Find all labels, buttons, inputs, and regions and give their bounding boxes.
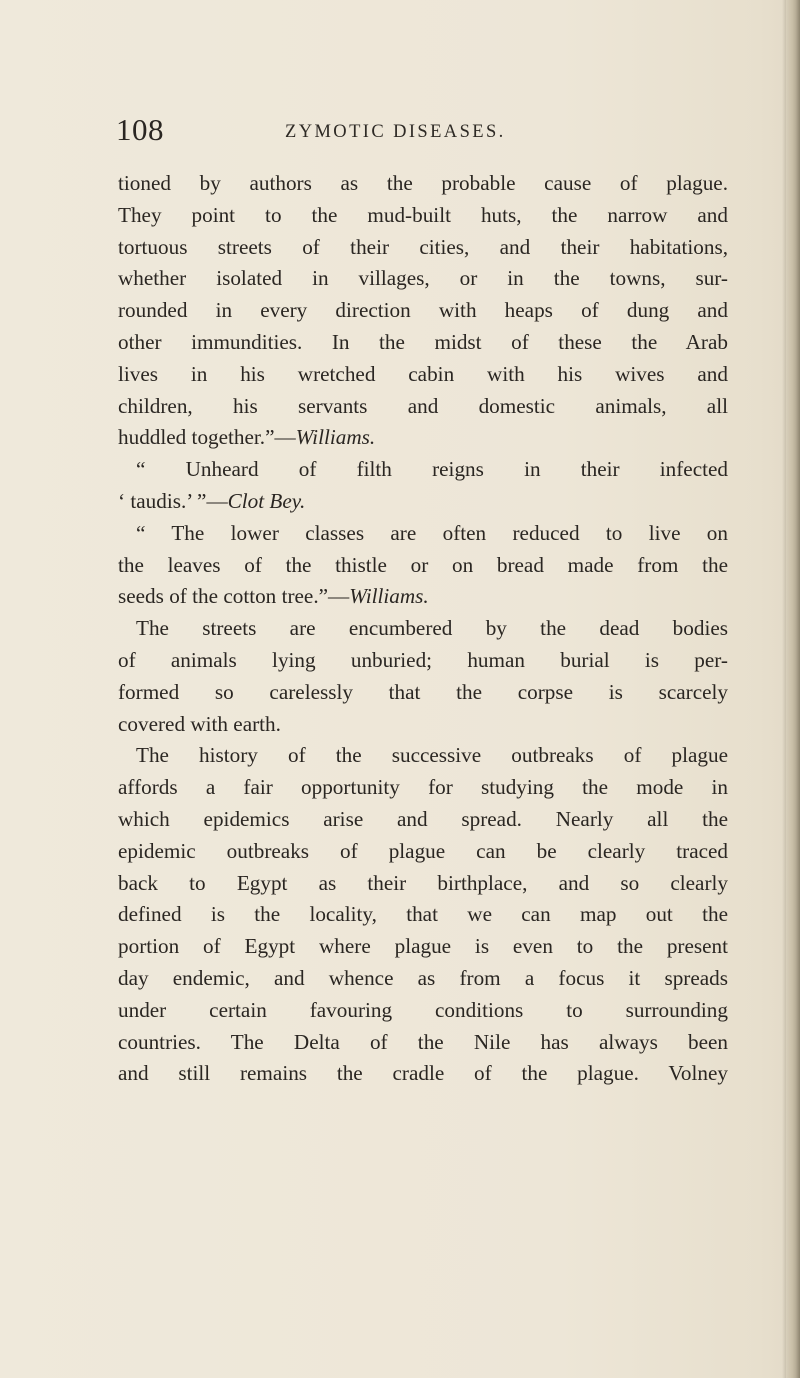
text-line: other immundities. In the midst of these the Arab (118, 329, 728, 354)
text-line: covered with earth. (118, 711, 281, 736)
citation: Williams. (349, 584, 429, 609)
text-line: The history of the successive outbreaks of plague (136, 743, 728, 768)
text-line: under certain favouring conditions to surrounding (118, 997, 728, 1022)
page-number: 108 (116, 112, 164, 147)
text-line: rounded in every direction with heaps of dung and (118, 298, 728, 323)
page-header (116, 112, 736, 158)
text-line: huddled together.”—Williams. (118, 425, 376, 450)
text-line: epidemic outbreaks of plague can be clearly traced (118, 838, 728, 863)
text-line: day endemic, and whence as from a focus it spreads (118, 965, 728, 990)
running-head: ZYMOTIC DISEASES. (285, 122, 506, 142)
page-edge (786, 0, 800, 1378)
text-line: “ Unheard of filth reigns in their infected (136, 457, 728, 482)
text-line: which epidemics arise and spread. Nearly all the (118, 806, 728, 831)
text-line: formed so carelessly that the corpse is scarcely (118, 679, 728, 704)
text-line: The streets are encumbered by the dead bodies (136, 616, 728, 641)
citation: Williams. (295, 425, 376, 450)
text-line: tortuous streets of their cities, and their habitations, (118, 234, 728, 259)
text-line: and still remains the cradle of the plague. Volney (118, 1061, 728, 1086)
text-line: back to Egypt as their birthplace, and so clearly (118, 870, 728, 895)
text-line: the leaves of the thistle or on bread made from the (118, 552, 728, 577)
text-line: ‘ taudis.’ ”—Clot Bey. (118, 488, 306, 513)
text-line: of animals lying unburied; human burial is per- (118, 647, 728, 672)
text-line: lives in his wretched cabin with his wives and (118, 361, 728, 386)
text-line: countries. The Delta of the Nile has always been (118, 1029, 728, 1054)
body-text (118, 168, 728, 1090)
text-line: tioned by authors as the probable cause of plague. (118, 171, 728, 195)
text-line: seeds of the cotton tree.”—Williams. (118, 584, 429, 609)
text-line: affords a fair opportunity for studying the mode in (118, 775, 728, 800)
text-line: children, his servants and domestic animals, all (118, 393, 728, 418)
text-line: portion of Egypt where plague is even to the present (118, 934, 728, 959)
citation: Clot Bey. (227, 488, 306, 513)
text-line: They point to the mud-built huts, the narrow and (118, 202, 728, 227)
text-line: “ The lower classes are often reduced to live on (136, 520, 728, 545)
text-line: defined is the locality, that we can map out the (118, 902, 728, 927)
text-line: whether isolated in villages, or in the towns, sur- (118, 266, 728, 291)
